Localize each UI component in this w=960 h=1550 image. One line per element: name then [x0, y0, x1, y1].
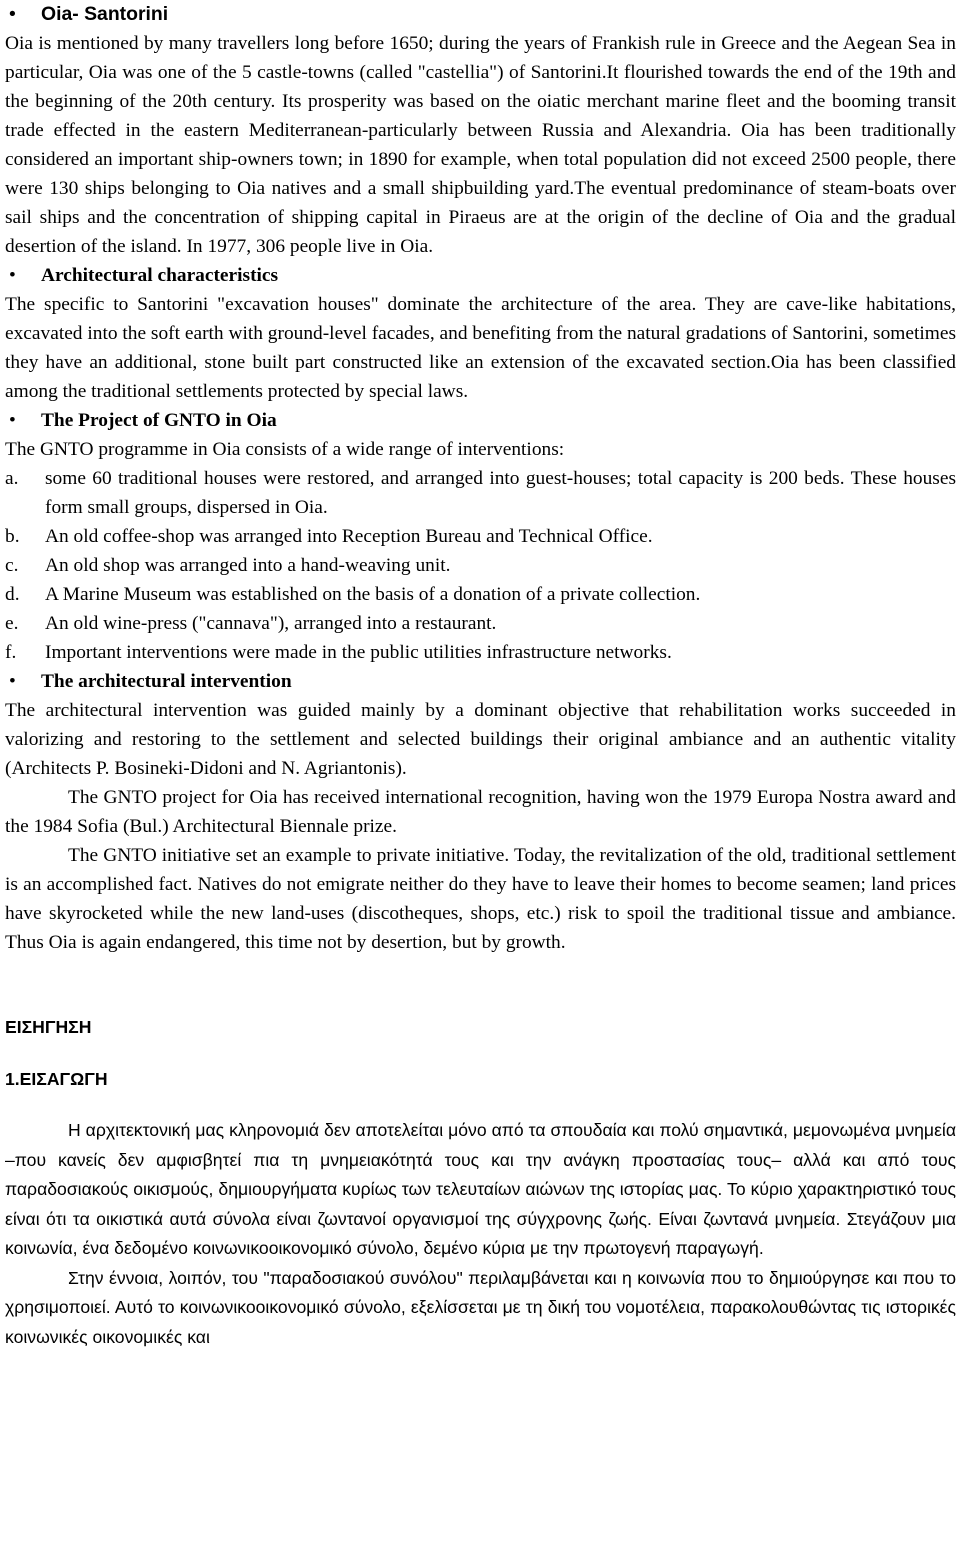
list-item-text: Important interventions were made in the public utilities infrastructure networks.	[45, 642, 672, 663]
document-page	[5, 0, 956, 1352]
intervention-paragraph-1: The architectural intervention was guided mainly by a dominant objective that rehabilitation works succeeded in valorizing and restoring to the settlement and selected buildings their original ambiance and an authentic vitality (Architects P. Bosineki-Didoni and N. Agriantonis).	[5, 700, 956, 779]
section-heading-project	[5, 406, 956, 435]
list-item-text: A Marine Museum was established on the basis of a donation of a private collection.	[45, 584, 701, 605]
project-intro: The GNTO programme in Oia consists of a wide range of interventions:	[5, 439, 565, 460]
bullet-icon: •	[9, 671, 16, 692]
bullet-icon: •	[9, 410, 16, 431]
list-item-text: some 60 traditional houses were restored, and arranged into guest-houses; total capacity is 200 beds. These houses form small groups, dispersed in Oia.	[45, 468, 956, 518]
intervention-paragraph-3: The GNTO initiative set an example to private initiative. Today, the revitalization of the old, traditional settlement is an accomplished fact. Natives do not emigrate neither do they have to leave their homes to become seamen; land prices have skyrocketed while the new land-uses (discotheques, shops, etc.) risk to spoil the traditional tissue and ambiance. Thus Oia is again endangered, this time not by desertion, but by growth.	[5, 845, 956, 953]
list-item	[5, 551, 956, 580]
list-marker: b.	[5, 526, 20, 547]
greek-section	[5, 1013, 956, 1352]
list-marker: e.	[5, 613, 19, 634]
greek-paragraph-2: Στην έννοια, λοιπόν, του "παραδοσιακού συνόλου" περιλαμβάνεται και η κοινωνία που το δημιούργησε και που το χρησιμοποιεί. Αυτό το κοινωνικοοικονομικό σύνολο, εξελίσσεται με τη δική του νομοτέλεια, παρακολουθώντας τις ιστορικές κοινωνικές οικονομικές και	[5, 1267, 956, 1347]
list-item-text: An old shop was arranged into a hand-weaving unit.	[45, 555, 451, 576]
list-item	[5, 609, 956, 638]
section-heading-intervention	[5, 667, 956, 696]
list-item	[5, 580, 956, 609]
section-heading-text: Architectural characteristics	[41, 265, 279, 286]
list-item-text: An old wine-press ("cannava"), arranged into a restaurant.	[45, 613, 497, 634]
greek-title: ΕΙΣΗΓΗΣΗ	[5, 1017, 92, 1037]
list-marker: f.	[5, 642, 17, 663]
list-item	[5, 638, 956, 667]
list-item	[5, 522, 956, 551]
list-marker: a.	[5, 468, 19, 489]
section-heading-text: The architectural intervention	[41, 671, 292, 692]
greek-paragraph-1: Η αρχιτεκτονική μας κληρονομιά δεν αποτελείται μόνο από τα σπουδαία και πολύ σημαντικά, μεμονωμένα μνημεία –που κανείς δεν αμφισβητεί πια τη μνημειακότητά τους και την ανάγκη προστασίας τους– αλλά και από τους παραδοσιακούς οικισμούς, δημιουργήματα κυρίως των τελευταίων αιώνων της ιστορίας μας. Το κύριο χαρακτηριστικό τους είναι ότι τα οικιστικά αυτά σύνολα είναι ζωντανοί οργανισμοί της σύγχρονης ζωής. Είναι ζωντανά μνημεία. Στεγάζουν μια κοινωνία, ένα δεδομένο κοινωνικοοικονομικό σύνολο, δεμένο κύρια με την πρωτογενή παραγωγή.	[5, 1120, 956, 1258]
oia-history-paragraph: Oia is mentioned by many travellers long before 1650; during the years of Frankish rule in Greece and the Aegean Sea in particular, Oia was one of the 5 castle-towns (called "castellia") of Santorini.It flourished towards the end of the 19th and the beginning of the 20th century. Its prosperity was based on the oiatic merchant marine fleet and the booming transit trade effected in the eastern Mediterranean-particularly between Russia and Alexandria. Oia has been traditionally considered an important ship-owners town; in 1890 for example, when total population did not exceed 2500 people, there were 130 ships belonging to Oia natives and a small shipbuilding yard.The eventual predominance of steam-boats over sail ships and the concentration of shipping capital in Piraeus are at the origin of the decline of Oia and the gradual desertion of the island. In 1977, 306 people live in Oia.	[5, 33, 956, 257]
list-item-text: An old coffee-shop was arranged into Reception Bureau and Technical Office.	[45, 526, 653, 547]
bullet-icon: •	[9, 3, 16, 25]
section-heading-architectural	[5, 261, 956, 290]
architecture-paragraph: The specific to Santorini "excavation houses" dominate the architecture of the area. They are cave-like habitations, excavated into the soft earth with ground-level facades, and benefiting from the natural gradations of Santorini, sometimes they have an additional, stone built part constructed like an extension of the excavated section.Oia has been classified among the traditional settlements protected by special laws.	[5, 294, 956, 402]
section-heading-text: The Project of GNTO in Oia	[41, 410, 277, 431]
greek-section-heading: 1.ΕΙΣΑΓΩΓΗ	[5, 1068, 108, 1089]
section-heading-text: Oia- Santorini	[41, 3, 169, 25]
interventions-list	[5, 464, 956, 667]
intervention-paragraph-2: The GNTO project for Oia has received international recognition, having won the 1979 Europa Nostra award and the 1984 Sofia (Bul.) Architectural Biennale prize.	[5, 787, 956, 837]
bullet-icon: •	[9, 265, 16, 286]
list-marker: c.	[5, 555, 19, 576]
section-heading-oia	[5, 0, 956, 29]
list-marker: d.	[5, 584, 20, 605]
list-item	[5, 464, 956, 522]
